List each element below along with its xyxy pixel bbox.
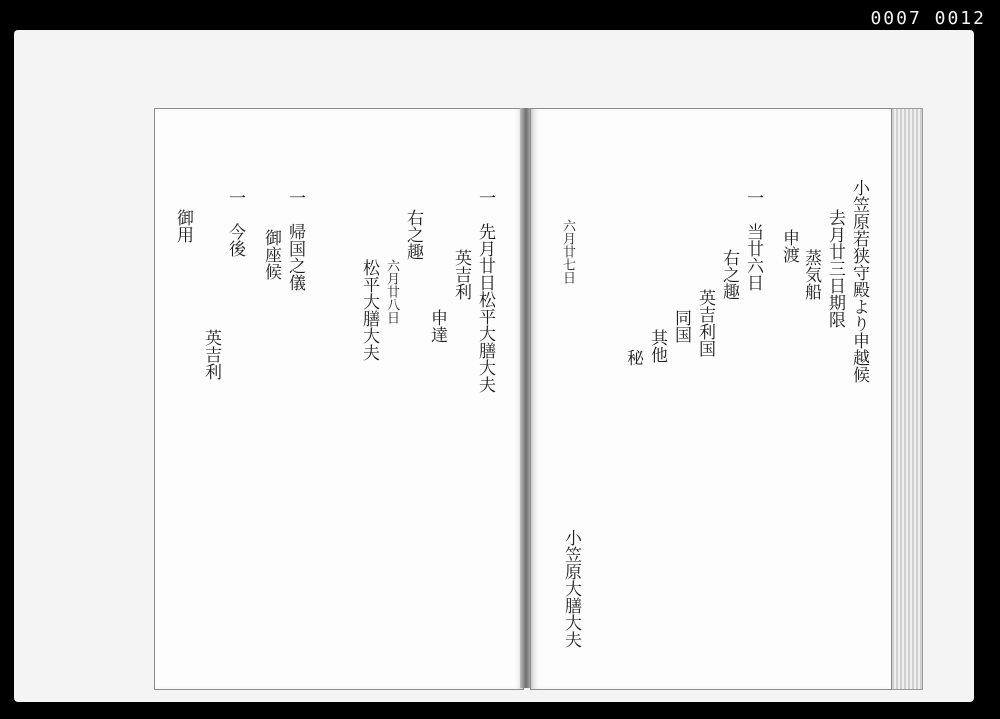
left-col: 御座候 [261, 229, 281, 280]
right-col: 其他 [647, 329, 667, 363]
book [154, 102, 922, 694]
left-col: 申達 [427, 309, 447, 343]
right-col: 同国 [671, 309, 691, 343]
left-col: 英吉利 [451, 249, 471, 300]
left-col: 松平大膳大夫 [359, 259, 379, 361]
left-col: 右之趣 [403, 209, 423, 260]
right-col: 六月廿七日 [560, 219, 575, 284]
right-col: 一 当廿六日 [743, 189, 763, 291]
right-col: 英吉利国 [695, 289, 715, 357]
right-col: 申渡 [779, 229, 799, 263]
left-col: 一 今後 [225, 189, 245, 257]
right-col: 右之趣 [719, 249, 739, 300]
frame-number: 0007 0012 [870, 8, 986, 29]
left-col: 英吉利 [201, 329, 221, 380]
right-col: 秘 [623, 349, 643, 366]
right-col: 小笠原大膳大夫 [561, 529, 581, 648]
left-col: 一 先月廿日松平大膳大夫 [475, 189, 495, 393]
left-page [154, 108, 524, 690]
right-col: 去月廿三日期限 [825, 209, 845, 328]
right-page [530, 108, 892, 690]
page-edges [887, 108, 923, 690]
left-col: 一 帰国之儀 [285, 189, 305, 291]
right-col: 小笠原若狭守殿より申越候 [849, 179, 869, 383]
left-col: 御用 [173, 209, 193, 243]
right-col: 蒸気船 [801, 249, 821, 300]
photo-mount [14, 30, 974, 702]
left-col: 六月廿八日 [384, 259, 399, 324]
